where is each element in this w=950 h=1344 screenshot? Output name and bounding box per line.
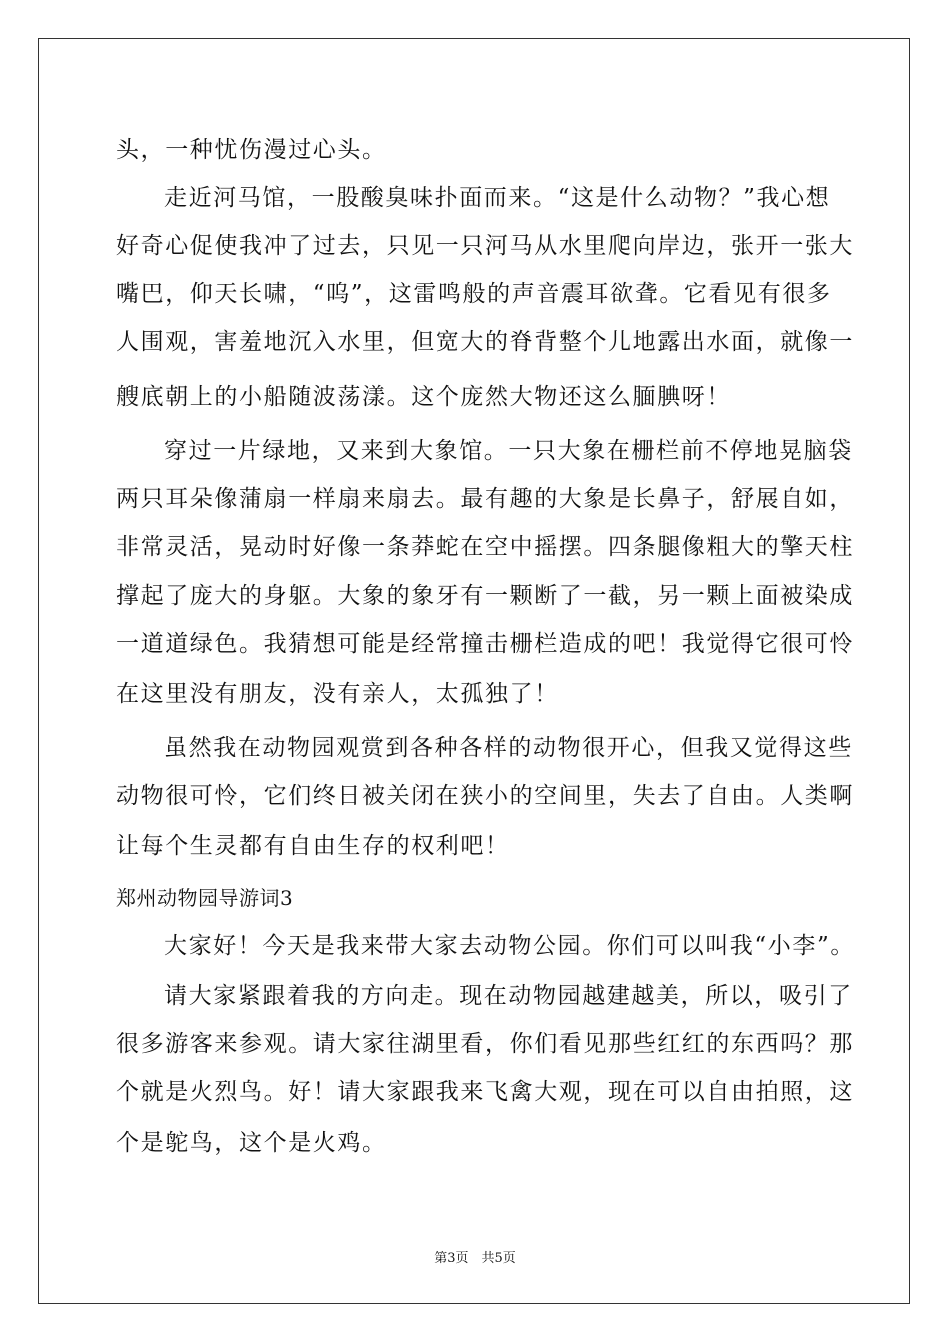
text-line: 请大家紧跟着我的方向走。现在动物园越建越美，所以，吸引了 [164, 983, 853, 1009]
text-line: 好奇心促使我冲了过去，只见一只河马从水里爬向岸边，张开一张大 [116, 233, 854, 259]
text-line: 在这里没有朋友，没有亲人，太孤独了！ [116, 681, 559, 707]
text-line: 很多游客来参观。请大家往湖里看，你们看见那些红红的东西吗？那 [116, 1031, 854, 1057]
text-line: 艘底朝上的小船随波荡漾。这个庞然大物还这么腼腆呀！ [116, 384, 731, 410]
text-line: 头，一种忧伤漫过心头。 [116, 137, 387, 163]
text-line: 虽然我在动物园观赏到各种各样的动物很开心，但我又觉得这些 [164, 735, 853, 761]
text-line: 走近河马馆，一股酸臭味扑面而来。“这是什么动物？”我心想 [164, 185, 831, 211]
page-number: 第3页 共5页 [434, 1251, 516, 1266]
text-line: 个就是火烈鸟。好！请大家跟我来飞禽大观，现在可以自由拍照，这 [116, 1079, 854, 1105]
text-line: 撑起了庞大的身躯。大象的象牙有一颗断了一截，另一颗上面被染成 [116, 583, 854, 609]
text-line: 人围观，害羞地沉入水里，但宽大的脊背整个儿地露出水面，就像一 [116, 329, 854, 355]
section-heading: 郑州动物园导游词3 [116, 886, 294, 910]
text-line: 嘴巴，仰天长啸，“呜”，这雷鸣般的声音震耳欲聋。它看见有很多 [116, 281, 832, 307]
text-line: 动物很可怜，它们终日被关闭在狭小的空间里，失去了自由。人类啊 [116, 783, 854, 809]
text-line: 让每个生灵都有自由生存的权利吧！ [116, 833, 510, 859]
text-line: 大家好！今天是我来带大家去动物公园。你们可以叫我“小李”。 [164, 933, 855, 959]
text-line: 一道道绿色。我猜想可能是经常撞击栅栏造成的吧！我觉得它很可怜 [116, 631, 854, 657]
text-line: 两只耳朵像蒲扇一样扇来扇去。最有趣的大象是长鼻子，舒展自如， [116, 486, 854, 512]
text-line: 个是鸵鸟，这个是火鸡。 [116, 1130, 387, 1156]
text-line: 穿过一片绿地，又来到大象馆。一只大象在栅栏前不停地晃脑袋 [164, 438, 853, 464]
text-line: 非常灵活，晃动时好像一条莽蛇在空中摇摆。四条腿像粗大的擎天柱 [116, 534, 854, 560]
page-border [38, 38, 910, 1304]
